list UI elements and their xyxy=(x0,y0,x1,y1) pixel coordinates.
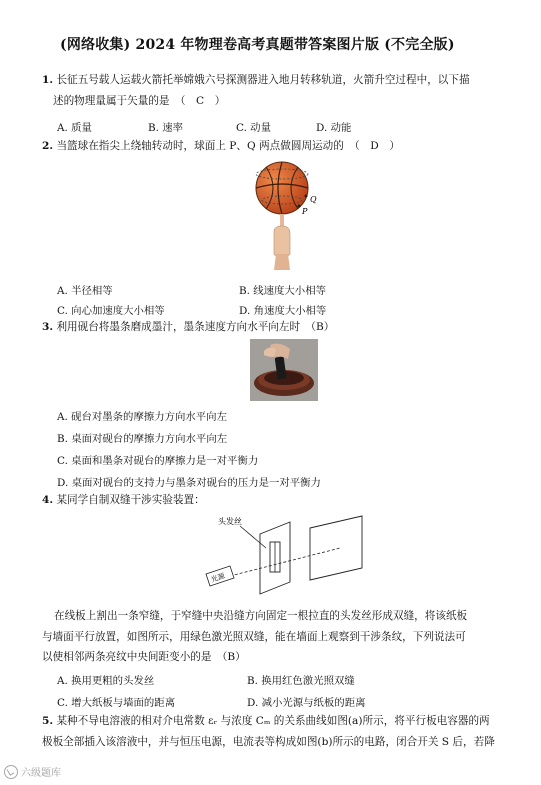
question-4-option-b: B. 换用红色激光照双缝 xyxy=(247,675,355,687)
question-3-option-d: D. 桌面对砚台的支持力与墨条对砚台的压力是一对平衡力 xyxy=(57,477,321,489)
question-1-option-a: A. 质量 xyxy=(57,122,92,134)
question-5-line-1 xyxy=(42,715,490,728)
question-3-number: 3. xyxy=(42,321,54,333)
question-4-number: 4. xyxy=(42,494,54,506)
page-title: (网络收集) 2024 年物理卷高考真题带答案图片版 (不完全版) xyxy=(60,37,455,53)
question-2-option-c: C. 向心加速度大小相等 xyxy=(57,305,165,317)
question-3-option-a: A. 砚台对墨条的摩擦力方向水平向左 xyxy=(57,411,227,423)
question-1-number: 1. xyxy=(42,74,54,86)
question-4-line xyxy=(42,494,205,507)
question-5-number: 5. xyxy=(42,715,54,727)
question-1-option-d: D. 动能 xyxy=(316,122,352,134)
question-5-stem-1: 某种不导电溶液的相对介电常数 εᵣ 与浓度 Cₘ 的关系曲线如图(a)所示，将平行板电容器的两 xyxy=(56,715,490,727)
question-2-stem: 当篮球在指尖上绕轴转动时，球面上 P、Q 两点做圆周运动的 （ D ） xyxy=(56,140,400,152)
question-5-line-2: 极板全部插入该溶液中，并与恒压电源，电流表等构成如图(b)所示的电路，闭合开关 S 后，若降 xyxy=(42,736,495,748)
watermark-logo-icon xyxy=(4,765,18,779)
hair-label: 头发丝 xyxy=(218,517,242,526)
question-3-option-c: C. 桌面和墨条对砚台的摩擦力是一对平衡力 xyxy=(57,455,259,467)
basketball-figure xyxy=(244,158,328,270)
question-4-option-c: C. 增大纸板与墙面的距离 xyxy=(57,697,176,709)
question-1-stem-1: 长征五号载人运载火箭托举嫦娥六号探测器进入地月转移轨道，火箭升空过程中，以下描 xyxy=(56,74,470,86)
light-source-label: 光源 xyxy=(210,572,226,584)
point-q-label: Q xyxy=(310,195,317,204)
question-1-option-c: C. 动量 xyxy=(236,122,271,134)
question-1-line-2: 述的物理量属于矢量的是 （ C ） xyxy=(53,95,226,107)
question-2-option-b: B. 线速度大小相等 xyxy=(239,285,326,297)
question-4-option-d: D. 减小光源与纸板的距离 xyxy=(247,697,366,709)
question-3-stem: 利用砚台将墨条磨成墨汁，墨条速度方向水平向左时 （B） xyxy=(56,321,335,333)
inkstone-photo xyxy=(250,339,318,401)
question-2-number: 2. xyxy=(42,140,54,152)
question-1-option-b: B. 速率 xyxy=(148,122,184,134)
question-2-line xyxy=(42,140,400,153)
watermark xyxy=(4,764,61,779)
question-4-para-2: 与墙面平行放置，如图所示，用绿色激光照双缝，能在墙面上观察到干涉条纹，下列说法可 xyxy=(42,631,466,643)
question-2-option-d: D. 角速度大小相等 xyxy=(239,305,327,317)
question-3-option-b: B. 桌面对砚台的摩擦力方向水平向左 xyxy=(57,433,228,445)
question-4-stem: 某同学自制双缝干涉实验装置： xyxy=(56,494,205,506)
question-1-line-1 xyxy=(42,74,470,87)
question-4-para-1: 在线板上割出一条窄缝，于窄缝中央沿缝方向固定一根拉直的头发丝形成双缝，将该纸板 xyxy=(54,610,468,622)
point-p-label: P xyxy=(302,207,308,216)
question-4-option-a: A. 换用更粗的头发丝 xyxy=(57,675,155,687)
question-2-option-a: A. 半径相等 xyxy=(57,285,113,297)
question-3-line xyxy=(42,321,334,334)
double-slit-apparatus xyxy=(200,512,370,600)
watermark-text: 六级题库 xyxy=(21,768,61,779)
question-4-para-3: 以使相邻两条亮纹中央间距变小的是 （B） xyxy=(42,651,246,663)
